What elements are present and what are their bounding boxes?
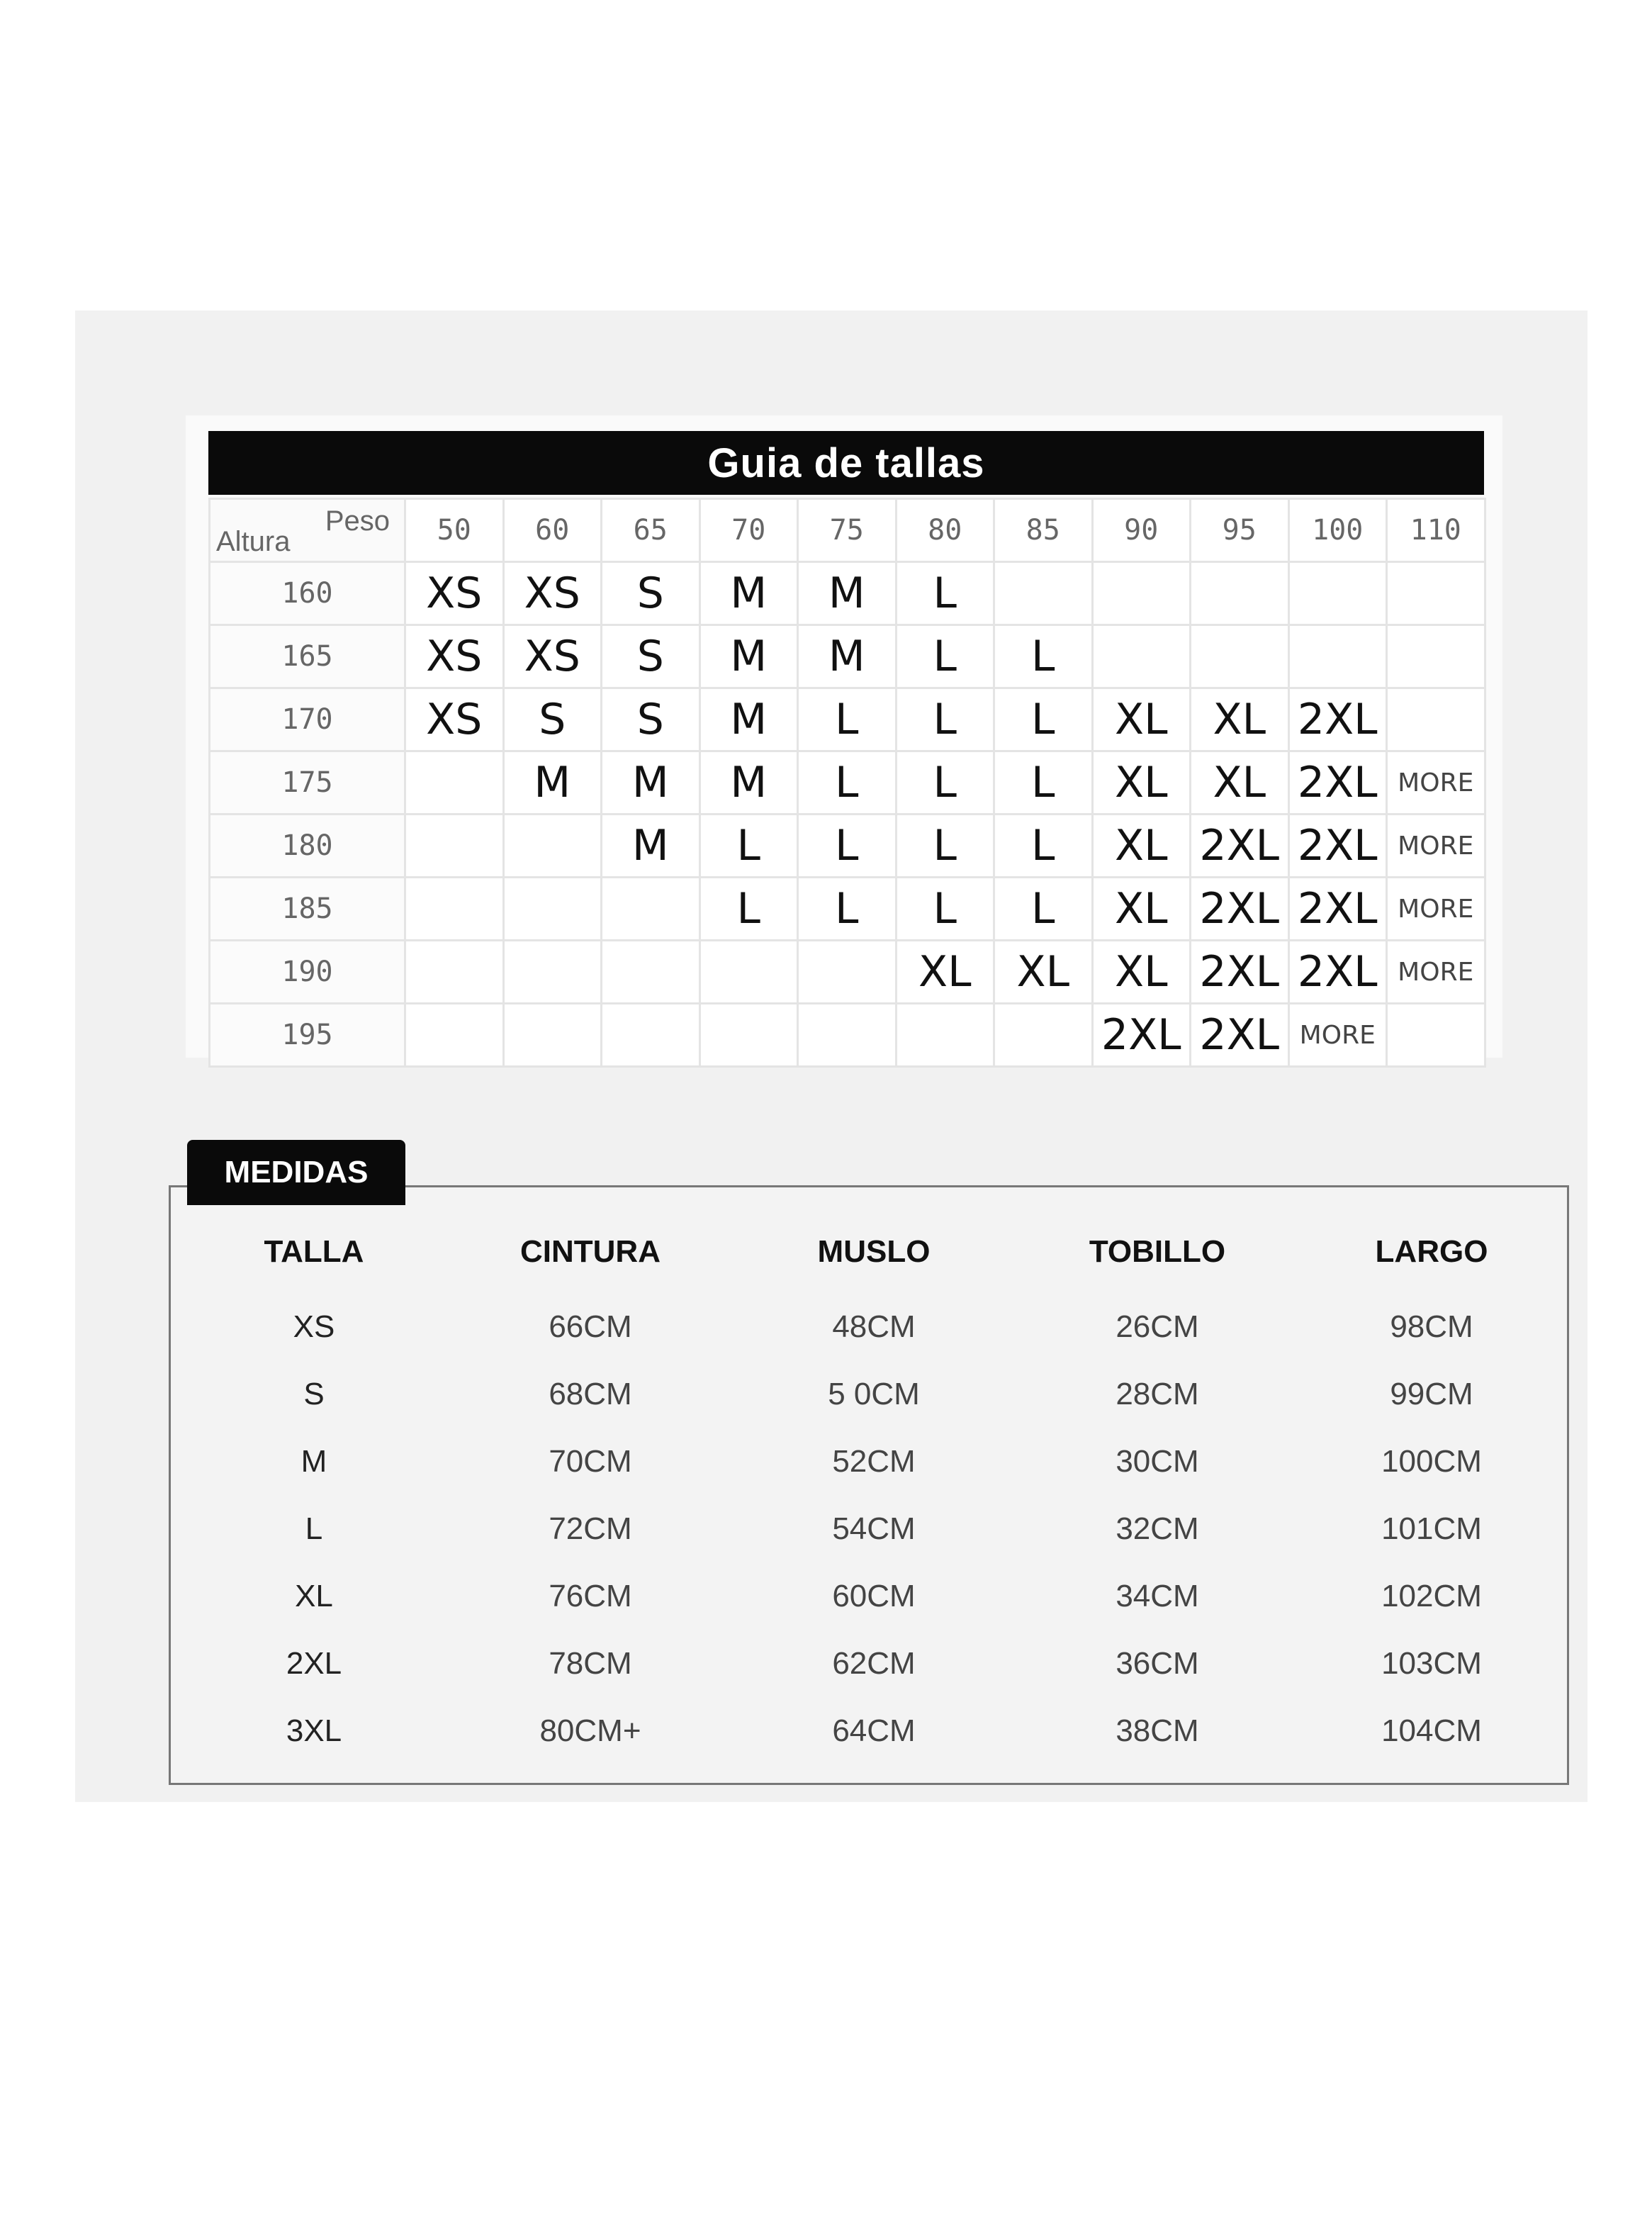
medidas-column-header: TOBILLO: [1089, 1234, 1226, 1269]
medidas-tab: MEDIDAS: [187, 1140, 405, 1205]
size-cell: L: [896, 625, 994, 688]
medidas-value: 103CM: [1381, 1646, 1482, 1681]
size-cell: XS: [405, 562, 504, 625]
size-cell: XS: [405, 688, 504, 751]
height-label: 195: [210, 1004, 405, 1067]
weight-header: 90: [1092, 499, 1191, 562]
medidas-row: [169, 1703, 1569, 1759]
medidas-value: 38CM: [1116, 1713, 1199, 1748]
size-cell: XL: [1191, 751, 1289, 815]
size-cell: 2XL: [1288, 878, 1387, 941]
size-cell: [405, 815, 504, 878]
height-row: [210, 625, 1485, 688]
size-cell: L: [798, 688, 897, 751]
size-cell: [1092, 562, 1191, 625]
height-label: 170: [210, 688, 405, 751]
height-row: [210, 688, 1485, 751]
medidas-value: 76CM: [549, 1579, 632, 1613]
size-cell: M: [699, 751, 798, 815]
size-cell: 2XL: [1191, 941, 1289, 1004]
medidas-column-header: LARGO: [1375, 1234, 1488, 1269]
size-cell: XL: [896, 941, 994, 1004]
weight-header: 80: [896, 499, 994, 562]
size-cell: L: [994, 751, 1093, 815]
medidas-talla: XL: [295, 1579, 333, 1613]
medidas-row: [169, 1501, 1569, 1557]
medidas-value: 48CM: [832, 1309, 916, 1344]
medidas-value: 32CM: [1116, 1511, 1199, 1546]
size-cell: [405, 941, 504, 1004]
size-cell: [896, 1004, 994, 1067]
height-row: [210, 1004, 1485, 1067]
size-cell: L: [798, 878, 897, 941]
medidas-value: 80CM+: [539, 1713, 641, 1748]
size-cell: MORE: [1387, 751, 1485, 815]
size-cell: 2XL: [1092, 1004, 1191, 1067]
medidas-value: 66CM: [549, 1309, 632, 1344]
medidas-value: 26CM: [1116, 1309, 1199, 1344]
size-cell: MORE: [1387, 941, 1485, 1004]
size-cell: MORE: [1387, 878, 1485, 941]
medidas-column-header: MUSLO: [817, 1234, 931, 1269]
medidas-value: 64CM: [832, 1713, 916, 1748]
weight-header: 75: [798, 499, 897, 562]
size-cell: 2XL: [1191, 878, 1289, 941]
altura-label: Altura: [216, 526, 291, 557]
size-cell: 2XL: [1288, 751, 1387, 815]
weight-header: 85: [994, 499, 1093, 562]
size-cell: XL: [1092, 751, 1191, 815]
size-cell: [405, 751, 504, 815]
size-cell: [503, 815, 602, 878]
size-cell: L: [896, 688, 994, 751]
size-cell: XL: [1092, 878, 1191, 941]
size-cell: M: [602, 815, 700, 878]
size-cell: [798, 941, 897, 1004]
size-cell: 2XL: [1288, 941, 1387, 1004]
weight-header: 60: [503, 499, 602, 562]
medidas-talla: L: [305, 1511, 323, 1546]
size-cell: [405, 878, 504, 941]
size-cell: L: [994, 878, 1093, 941]
height-label: 185: [210, 878, 405, 941]
height-row: [210, 941, 1485, 1004]
medidas-talla: XS: [293, 1309, 335, 1344]
size-cell: [1387, 625, 1485, 688]
size-cell: MORE: [1387, 815, 1485, 878]
size-cell: M: [602, 751, 700, 815]
size-cell: [503, 878, 602, 941]
medidas-value: 34CM: [1116, 1579, 1199, 1613]
size-cell: 2XL: [1191, 815, 1289, 878]
size-cell: XS: [503, 562, 602, 625]
size-cell: MORE: [1288, 1004, 1387, 1067]
size-cell: [1387, 688, 1485, 751]
size-cell: M: [503, 751, 602, 815]
size-cell: L: [994, 625, 1093, 688]
size-cell: [1288, 562, 1387, 625]
size-cell: [1288, 625, 1387, 688]
size-cell: [798, 1004, 897, 1067]
weight-header: 110: [1387, 499, 1485, 562]
height-label: 160: [210, 562, 405, 625]
medidas-value: 5 0CM: [828, 1377, 920, 1411]
height-label: 180: [210, 815, 405, 878]
medidas-talla: M: [300, 1444, 327, 1479]
medidas-value: 36CM: [1116, 1646, 1199, 1681]
size-cell: [1092, 625, 1191, 688]
size-cell: XL: [1092, 941, 1191, 1004]
size-cell: XL: [1092, 688, 1191, 751]
medidas-row: [169, 1299, 1569, 1355]
medidas-value: 104CM: [1381, 1713, 1482, 1748]
size-cell: [602, 941, 700, 1004]
size-cell: S: [602, 625, 700, 688]
weight-header: 50: [405, 499, 504, 562]
size-cell: [1387, 1004, 1485, 1067]
weight-header-row: [210, 499, 1485, 562]
height-row: [210, 562, 1485, 625]
size-cell: [602, 1004, 700, 1067]
size-cell: M: [798, 562, 897, 625]
weight-header: 70: [699, 499, 798, 562]
medidas-value: 28CM: [1116, 1377, 1199, 1411]
size-cell: [1191, 625, 1289, 688]
size-cell: L: [699, 815, 798, 878]
medidas-header-row: [169, 1224, 1569, 1280]
size-cell: [503, 941, 602, 1004]
size-cell: [1191, 562, 1289, 625]
size-cell: M: [699, 625, 798, 688]
size-cell: M: [798, 625, 897, 688]
size-cell: XS: [405, 625, 504, 688]
medidas-column-header: TALLA: [264, 1234, 364, 1269]
weight-header: 95: [1191, 499, 1289, 562]
height-label: 165: [210, 625, 405, 688]
medidas-talla: 2XL: [286, 1646, 342, 1681]
size-guide-title: Guia de tallas: [208, 431, 1484, 495]
size-cell: L: [699, 878, 798, 941]
size-cell: XL: [1191, 688, 1289, 751]
size-cell: 2XL: [1288, 688, 1387, 751]
size-cell: [994, 1004, 1093, 1067]
size-cell: [602, 878, 700, 941]
medidas-value: 52CM: [832, 1444, 916, 1479]
medidas-talla: 3XL: [286, 1713, 342, 1748]
medidas-value: 98CM: [1390, 1309, 1473, 1344]
size-cell: L: [798, 815, 897, 878]
size-cell: L: [896, 815, 994, 878]
size-cell: L: [896, 751, 994, 815]
medidas-talla: S: [303, 1377, 325, 1411]
size-cell: [699, 941, 798, 1004]
size-cell: [503, 1004, 602, 1067]
medidas-value: 99CM: [1390, 1377, 1473, 1411]
medidas-value: 30CM: [1116, 1444, 1199, 1479]
size-cell: XL: [1092, 815, 1191, 878]
size-guide-table: [208, 498, 1486, 1068]
size-cell: [994, 562, 1093, 625]
height-label: 175: [210, 751, 405, 815]
medidas-value: 70CM: [549, 1444, 632, 1479]
size-cell: L: [798, 751, 897, 815]
medidas-column-header: CINTURA: [520, 1234, 661, 1269]
size-cell: M: [699, 562, 798, 625]
size-cell: L: [896, 562, 994, 625]
height-label: 190: [210, 941, 405, 1004]
weight-header: 100: [1288, 499, 1387, 562]
size-cell: S: [602, 688, 700, 751]
medidas-row: [169, 1366, 1569, 1423]
medidas-value: 62CM: [832, 1646, 916, 1681]
medidas-row: [169, 1433, 1569, 1490]
size-cell: L: [994, 815, 1093, 878]
medidas-value: 100CM: [1381, 1444, 1482, 1479]
medidas-value: 101CM: [1381, 1511, 1482, 1546]
size-cell: L: [896, 878, 994, 941]
size-cell: 2XL: [1191, 1004, 1289, 1067]
size-cell: [405, 1004, 504, 1067]
medidas-value: 78CM: [549, 1646, 632, 1681]
size-cell: S: [602, 562, 700, 625]
size-cell: [699, 1004, 798, 1067]
corner-cell: [210, 499, 405, 562]
medidas-value: 72CM: [549, 1511, 632, 1546]
size-cell: L: [994, 688, 1093, 751]
size-cell: 2XL: [1288, 815, 1387, 878]
peso-label: Peso: [325, 505, 390, 537]
size-cell: S: [503, 688, 602, 751]
size-cell: XS: [503, 625, 602, 688]
medidas-row: [169, 1635, 1569, 1692]
size-cell: XL: [994, 941, 1093, 1004]
size-cell: M: [699, 688, 798, 751]
weight-header: 65: [602, 499, 700, 562]
size-cell: [1387, 562, 1485, 625]
medidas-value: 60CM: [832, 1579, 916, 1613]
height-row: [210, 815, 1485, 878]
medidas-value: 68CM: [549, 1377, 632, 1411]
medidas-value: 102CM: [1381, 1579, 1482, 1613]
height-row: [210, 751, 1485, 815]
medidas-row: [169, 1568, 1569, 1625]
height-row: [210, 878, 1485, 941]
medidas-value: 54CM: [832, 1511, 916, 1546]
